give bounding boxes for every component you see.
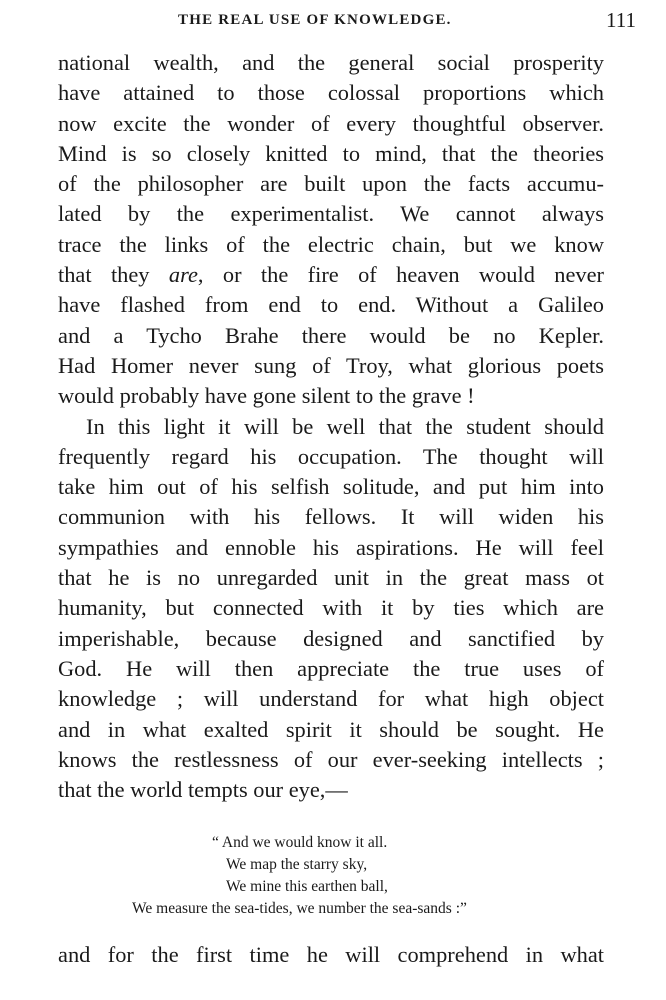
text-line: imperishable, because designed and sanctified by [58,625,604,651]
text-line: knowledge ; will understand for what high object [58,686,604,712]
text-line: knows the restlessness of our ever-seeking intellects ; [58,746,604,772]
verse-line: We mine this earthen ball, [226,878,388,895]
text-line: and in what exalted spirit it should be sought. He [58,716,604,742]
text-line: national wealth, and the general social prosperity [58,50,604,75]
verse-line: We measure the sea-tides, we number the sea-sands :” [132,900,467,917]
verse-line: “ And we would know it all. [212,834,388,851]
closing-text [58,940,604,970]
text-line: of the philosopher are built upon the facts accumu- [58,171,604,197]
page-number: 111 [606,8,636,32]
text-line: humanity, but connected with it by ties which are [58,595,604,621]
text-line: take him out of his selfish solitude, and put him into [58,474,604,500]
text-line: lated by the experimentalist. We cannot always [58,201,604,227]
text-line: have flashed from end to end. Without a Galileo [58,292,604,318]
paragraph-first-line: In this light it will be well that the student should [86,413,604,439]
text-line: have attained to those colossal proportions which [58,80,604,106]
text-line-with-italic [58,260,604,290]
body-text [58,48,604,805]
text-line: and a Tycho Brahe there would be no Kepler. [58,322,604,348]
text-line: communion with his fellows. It will widen his [58,504,604,530]
text-line: and for the first time he will comprehend in what [58,942,604,967]
text-fragment: , or the fire of heaven would never [197,262,604,288]
text-line: Mind is so closely knitted to mind, that the theories [58,140,604,166]
page-header [0,6,666,36]
text-line: that he is no unregarded unit in the great mass ot [58,565,604,591]
text-line: God. He will then appreciate the true uses of [58,655,604,681]
text-line: Had Homer never sung of Troy, what glorious poets [58,352,604,378]
text-line: sympathies and ennoble his aspirations. He will feel [58,534,604,560]
italic-word: are [168,262,198,288]
verse-line: We map the starry sky, [226,856,368,873]
text-line: that the world tempts our eye,— [58,777,348,803]
text-line: trace the links of the electric chain, but we know [58,231,604,257]
text-line: would probably have gone silent to the grave ! [58,383,475,409]
text-fragment: that they [58,262,169,288]
running-head: THE REAL USE OF KNOWLEDGE. [178,12,452,28]
text-line: frequently regard his occupation. The thought will [58,443,604,469]
text-line: now excite the wonder of every thoughtful observer. [58,110,604,136]
